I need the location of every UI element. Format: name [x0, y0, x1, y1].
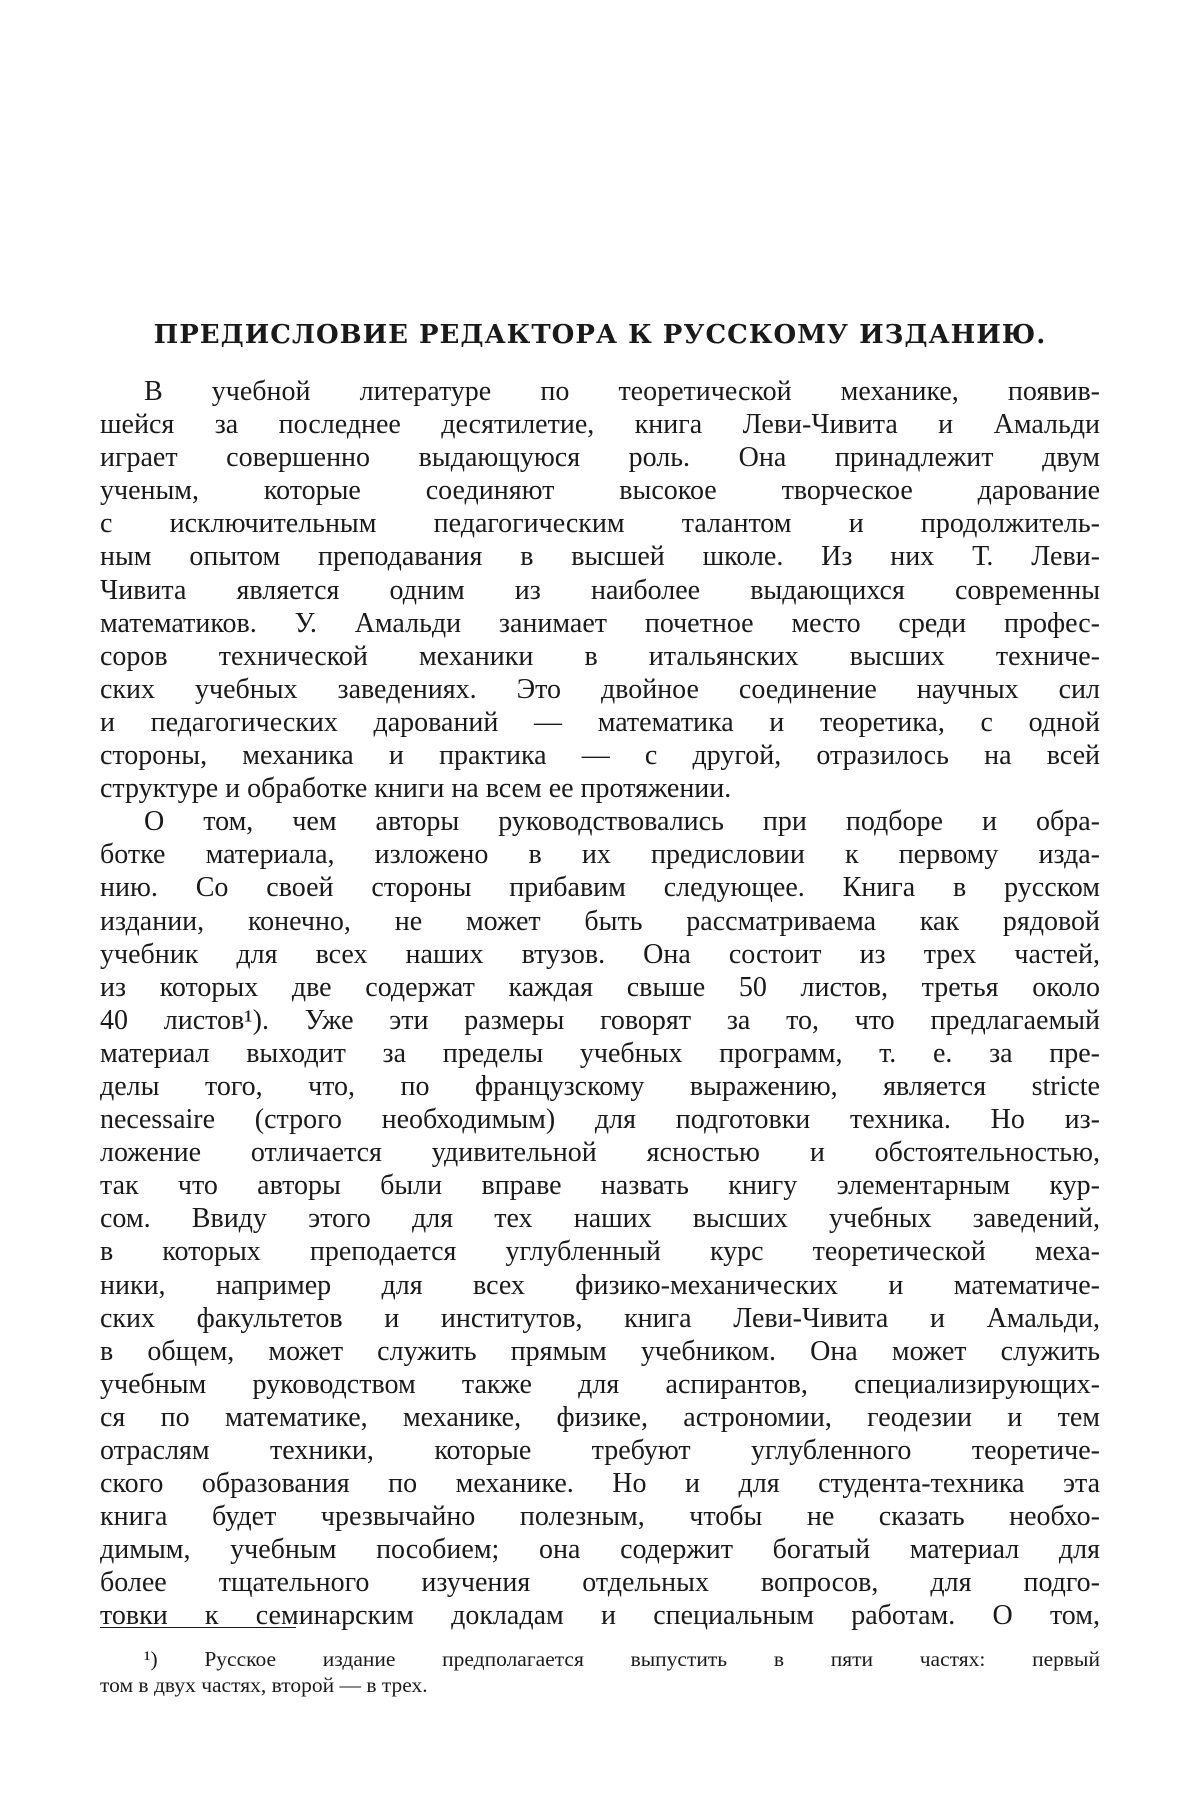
text-line: димым, учебным пособием; она содержит богатый материал для — [100, 1534, 1100, 1566]
text-line: материал выходит за пределы учебных программ, т. е. за пре- — [100, 1037, 1100, 1069]
text-line: стороны, механика и практика — с другой, отразилось на всей — [100, 740, 1100, 772]
text-line: ского образования по механике. Но и для студента-техника эта — [100, 1468, 1100, 1500]
text-line: товки к семинарским докладам и специальным работам. О том, — [100, 1600, 1100, 1632]
text-line: шейся за последнее десятилетие, книга Леви-Чивита и Амальди — [100, 409, 1100, 441]
text-line: и педагогических дарований — математика и теоретика, с одной — [100, 706, 1100, 738]
text-line: ученым, которые соединяют высокое творческое дарование — [100, 475, 1100, 507]
text-line: из которых две содержат каждая свыше 50 листов, третья около — [100, 971, 1100, 1003]
text-line: в общем, может служить прямым учебником. Она может служить — [100, 1335, 1100, 1367]
text-line: ным опытом преподавания в высшей школе. Из них Т. Леви- — [100, 541, 1100, 573]
page-title: ПРЕДИСЛОВИЕ РЕДАКТОРА К РУССКОМУ ИЗДАНИЮ. — [153, 320, 1047, 350]
text-line: necessaire (строго необходимым) для подготовки техника. Но из- — [100, 1104, 1100, 1136]
text-line: так что авторы были вправе назвать книгу элементарным кур- — [100, 1170, 1100, 1202]
text-line: с исключительным педагогическим талантом и продолжитель- — [100, 508, 1100, 540]
footnote-line: том в двух частях, второй — в трех. — [100, 1673, 428, 1697]
text-line: ложение отличается удивительной ясностью и обстоятельностью, — [100, 1137, 1100, 1169]
text-line: играет совершенно выдающуюся роль. Она принадлежит двум — [100, 442, 1100, 474]
text-line: ских учебных заведениях. Это двойное соединение научных сил — [100, 673, 1100, 705]
text-line: ских факультетов и институтов, книга Леви-Чивита и Амальди, — [100, 1302, 1100, 1334]
body-text — [100, 375, 1100, 1633]
text-line: О том, чем авторы руководствовались при подборе и обра- — [144, 806, 1100, 838]
text-line: 40 листов¹). Уже эти размеры говорят за то, что предлагаемый — [100, 1004, 1100, 1036]
footnote — [100, 1646, 1100, 1698]
text-line: ся по математике, механике, физике, астрономии, геодезии и тем — [100, 1401, 1100, 1433]
text-line: нию. Со своей стороны прибавим следующее. Книга в русском — [100, 872, 1100, 904]
text-line: ботке материала, изложено в их предисловии к первому изда- — [100, 839, 1100, 871]
footnote-line: ¹) Русское издание предполагается выпустить в пяти частях: первый — [144, 1647, 1100, 1671]
text-line: В учебной литературе по теоретической механике, появив- — [144, 376, 1100, 407]
text-line: издании, конечно, не может быть рассматриваема как рядовой — [100, 905, 1100, 937]
text-line: ники, например для всех физико-механических и математиче- — [100, 1269, 1100, 1301]
text-line: структуре и обработке книги на всем ее протяжении. — [100, 773, 732, 805]
text-line: учебник для всех наших втузов. Она состоит из трех частей, — [100, 938, 1100, 970]
text-line: Чивита является одним из наиболее выдающихся современны — [100, 574, 1100, 606]
text-line: отраслям техники, которые требуют углубленного теоретиче- — [100, 1435, 1100, 1466]
footnote-divider — [100, 1627, 296, 1628]
text-line: соров технической механики в итальянских высших техниче- — [100, 640, 1100, 672]
text-line: сом. Ввиду этого для тех наших высших учебных заведений, — [100, 1203, 1100, 1235]
text-line: делы того, что, по французскому выражению, является stricte — [100, 1070, 1100, 1102]
text-line: книга будет чрезвычайно полезным, чтобы не сказать необхо- — [100, 1501, 1100, 1533]
text-line: в которых преподается углубленный курс теоретической меха- — [100, 1236, 1100, 1268]
text-line: более тщательного изучения отдельных вопросов, для подго- — [100, 1567, 1100, 1599]
text-line: учебным руководством также для аспирантов, специализирующих- — [100, 1368, 1100, 1400]
text-line: математиков. У. Амальди занимает почетное место среди профес- — [100, 607, 1100, 639]
